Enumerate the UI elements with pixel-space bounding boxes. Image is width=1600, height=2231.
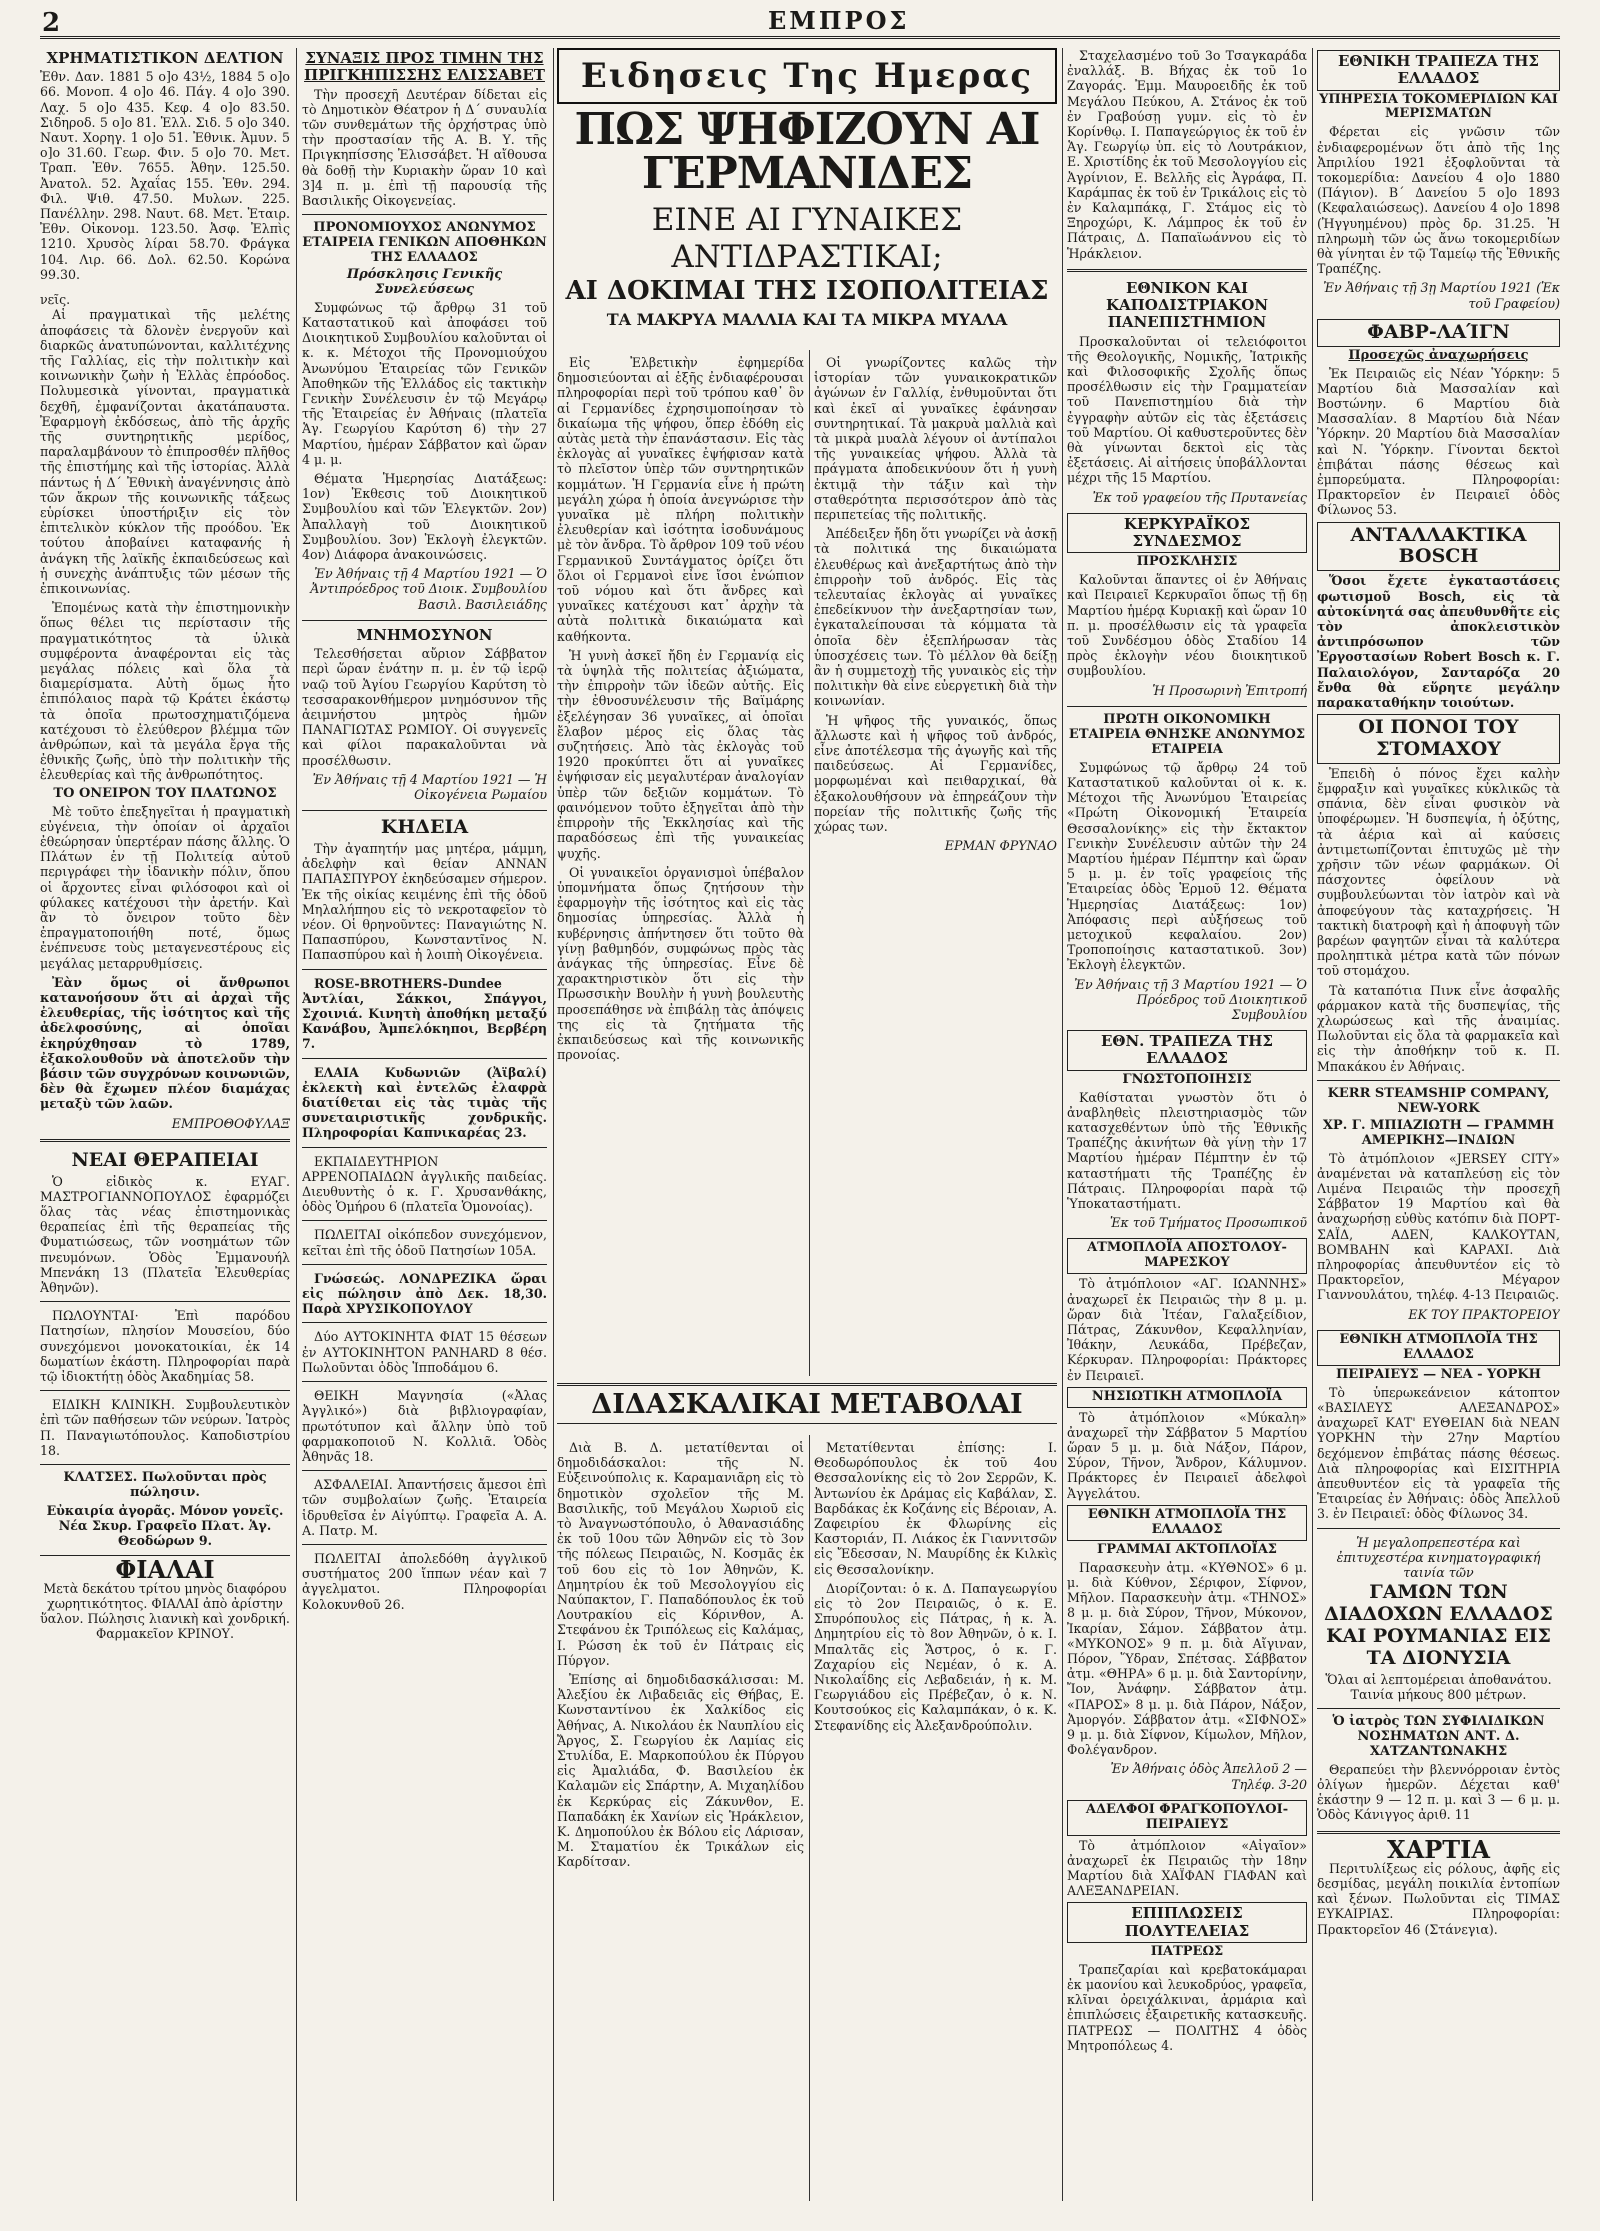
divider (302, 810, 547, 811)
ad-title: ΕΘΝΙΚΗ ΑΤΜΟΠΛΟΪΑ ΤΗΣ ΕΛΛΑΔΟΣ (1317, 1330, 1560, 1366)
ad-subtitle: ΠΑΤΡΕΩΣ (1150, 1943, 1224, 1959)
ad-title: ΧΑΡΤΙΑ (1387, 1834, 1490, 1864)
notice-title: ΠΡΩΤΗ ΟΙΚΟΝΟΜΙΚΗ ΕΤΑΙΡΕΙΑ ΘΝΗΣΚΕ ΑΝΩΝΥΜΟΣ ΕΤΑΙΡΕΙΑ (1068, 711, 1306, 757)
column-rule (553, 48, 554, 2201)
ad-title: ΝΕΑΙ ΘΕΡΑΠΕΙΑΙ (71, 1148, 259, 1171)
notice-subtitle: ΥΠΗΡΕΣΙΑ ΤΟΚΟΜΕΡΙΔΙΩΝ ΚΑΙ ΜΕΡΙΣΜΑΤΩΝ (1319, 91, 1558, 122)
ad-text: Ὁ εἰδικὸς κ. ΕΥΑΓ. ΜΑΣΤΡΟΓΙΑΝΝΟΠΟΥΛΟΣ ἐφαρμόζει ὅλας τὰς νέας ἐπιστημονικὰς θεραπείας ἐπὶ τῆς θεραπείας τῆς Φυματιώσεως, τῶν νοσημάτων τῶν πνευμόνων. Ὁδὸς Ἐμμανουήλ Μπενάκη 13 (Πλατεῖα Ἐλευθερίας Ἀθηνῶν). (40, 1173, 290, 1296)
divider (40, 1390, 290, 1391)
notice-title: ΕΘΝΙΚΗ ΤΡΑΠΕΖΑ ΤΗΣ ΕΛΛΑΔΟΣ (1317, 50, 1560, 91)
divider (302, 1220, 547, 1221)
ad-text: Δύο ΑΥΤΟΚΙΝΗΤΑ ΦΙΑΤ 15 θέσεων ἐν ΑΥΤΟΚΙΝΗΤΟΝ PANHARD 8 θέσ. Πωλοῦνται ὁδὸς Ἱπποδάμου 6. (302, 1329, 547, 1375)
divider (1317, 1528, 1560, 1529)
divider (1067, 269, 1307, 272)
article-paragraph: Μὲ τοῦτο ἐπεξηγεῖται ἡ πραγματικὴ εὐγένεια, τὴν ὁποίαν οἱ ἀρχαῖοι ἐθεώρησαν ὑπερτέραν πάσης ἄλλης. Ὁ Πλάτων ἐν τῇ Πολιτείᾳ αὐτοῦ περιγράφει τὴν ἰδανικὴν πόλιν, ὅπου οἱ ἄρχοντες εἶναι φιλόσοφοι καὶ οἱ φύλακες κατέχουσι τὴν ἀρετήν. Καὶ ἂν τὸ ὄνειρον τοῦτο δὲν ἐπραγματοποιήθη ποτέ, ὅμως ἐνέπνευσε τοὺς μεταγενεστέρους εἰς μεγάλας μεταρρυθμίσεις. (40, 803, 290, 971)
column-6 (1317, 48, 1560, 2201)
notice-text: Τὴν ἀγαπητήν μας μητέρα, μάμμη, ἀδελφὴν καὶ θείαν ΑΝΝΑΝ ΠΑΠΑΣΠΥΡΟΥ ἐκηδεύσαμεν σήμερον. Ἐκ τῆς οἰκίας κειμένης ἐπὶ τῆς ὁδοῦ Μηλαλήπηου εἰς τὸ νεκροταφεῖον τὸ νέον. Οἱ θρηνοῦντες: Παναγιώτης Ν. Παπασπύρου, Κωνσταντῖνος Ν. Παπασπύρου καὶ ἡ λοιπὴ Οἰκογένεια. (302, 841, 547, 963)
article-paragraph: Εἰς Ἐλβετικὴν ἐφημερίδα δημοσιεύονται αἱ ἑξῆς ἐνδιαφέρουσαι πληροφορίαι περὶ τοῦ τρόπου καθ᾽ ὃν αἱ Γερμανίδες ἐχρησιμοποίησαν τὸ δικαίωμα τῆς ψήφου, ὅπερ ἐδόθη εἰς αὐτὰς μετὰ τὴν ἐπανάστασιν. Εἰς τὰς ἐκλογὰς αἱ γυναῖκες ἐψήφισαν κατὰ τὸ πλεῖστον ὑπὲρ τῶν συντηρητικῶν κομμάτων. Ἡ Γερμανία εἶνε ἡ πρώτη μεγάλη χώρα ἡ ὁποία ἀνεγνώρισε τὴν γυναῖκα μὲ πλήρη πολιτικὴν ἐλευθερίαν καὶ ἰσότητα ἰσοδυνάμους μὲ τὸν ἄνδρα. Τὸ ἄρθρον 109 τοῦ νέου Γερμανικοῦ Συντάγματος ὁρίζει ὅτι ὅλοι οἱ Γερμανοὶ εἶνε ἴσοι ἐνώπιον τοῦ νόμου καὶ ὅτι ἄνδρες καὶ γυναῖκες κατέχουσι κατ᾽ ἀρχὴν τὰ αὐτὰ πολιτικὰ δικαιώματα καὶ καθήκοντα. (557, 355, 804, 644)
ad-signature: Ἐν Ἀθήναις ὁδὸς Ἀπελλοῦ 2 — Τηλέφ. 3-20 (1110, 1761, 1307, 1792)
ad-title: ΚΛΑΤΣΕΣ. Πωλοῦνται πρὸς πώλησιν. (63, 1470, 267, 1501)
notice-text: Καθίσταται γνωστὸν ὅτι ὁ ἀναβληθεὶς πλειστηριασμὸς τῶν κατασχεθέντων ὑπὸ τῆς Ἐθνικῆς Τραπέζης ἀκινήτων θὰ γίνῃ τὴν 17 Μαρτίου ἡμέραν Πέμπτην ἐν τῷ καταστήματι τῆς Τραπέζης ἐν Πάτραις. Πληροφορίαι παρὰ τῷ Ὑποκαταστήματι. (1067, 1089, 1307, 1212)
ad-subtitle: ΓΡΑΜΜΑΙ ΑΚΤΟΠΛΟΪΑΣ (1097, 1541, 1277, 1557)
ad-title: ΕΘΝΙΚΗ ΑΤΜΟΠΛΟΪΑ ΤΗΣ ΕΛΛΑΔΟΣ (1067, 1505, 1307, 1541)
column-rule (809, 1435, 810, 2201)
ad-text: ROSE-BROTHERS-Dundee Ἀντλίαι, Σάκκοι, Σπάγγοι, Σχοινιά. Κινητὴ ἀποθήκη μεταξύ Κανάβου, Ἀμπελόκηποι, Βερβέρη 7. (302, 975, 547, 1052)
ad-text: ΠΩΛΕΙΤΑΙ οἰκόπεδον συνεχόμενον, κεῖται ἐπὶ τῆς ὁδοῦ Πατησίων 105Α. (302, 1227, 547, 1258)
divider (302, 1058, 547, 1059)
text-fragment: νεῖς. (40, 292, 71, 308)
notice-text: Συμφώνως τῷ ἄρθρῳ 31 τοῦ Καταστατικοῦ καὶ ἀποφάσει τοῦ Διοικητικοῦ Συμβουλίου καλοῦνται οἱ κ. κ. Μέτοχοι τῆς Προνομιούχου Ἀνωνύμου Ἑταιρείας τῶν Γενικῶν Ἀποθηκῶν τῆς Ἑλλάδος εἰς τακτικὴν Γενικὴν Συνέλευσιν ἐν τῷ Μεγάρῳ τῆς Ἑταιρείας ἐν Ἀθήναις (πλατεῖα Ἁγ. Γεωργίου Καρύτση 6) τὴν 27 Μαρτίου, ἡμέραν Σάββατον καὶ ὥραν 4 μ. μ. (302, 299, 547, 467)
divider (1067, 706, 1307, 707)
divider (302, 1147, 547, 1148)
notice-subtitle: Πρόσκλησις Γενικῆς Συνελεύσεως (346, 266, 503, 297)
article-paragraph: Ἐπειδὴ ὁ πόνος ἔχει καλὴν ἔμφραξιν καὶ γυναῖκες κὐκλικῶς τὰ σπάνια, δὲν εἶναι φυσικὸν νὰ ὑποφέρωμεν. Ἡ δυσπεψία, ἡ ὀξύτης, τὰ ἀέρια καὶ αἱ καύσεις ἀντιμετωπίζονται ἐπιτυχῶς μὲ τὴν χρῆσιν τῶν νέων φαρμάκων. Οἱ πάσχοντες ὀφείλουν νὰ συμβουλεύωνται τὸν ἰατρὸν καὶ νὰ ἀποφεύγουν τὰς καταχρήσεις. Ἡ τακτικὴ διατροφὴ καὶ ἡ ἀποφυγὴ τῶν βαρέων φαγητῶν εἶναι τὰ καλύτερα προληπτικὰ μέτρα κατὰ τῶν πόνων τοῦ στομάχου. (1317, 765, 1560, 979)
divider (40, 1464, 290, 1465)
article-paragraph: Μετατίθενται ἐπίσης: Ι. Θεοδωρόπουλος ἐκ τοῦ 4ου Θεσσαλονίκης εἰς τὸ 2ον Σερρῶν, Κ. Ἀντωνίου ἐκ Δράμας εἰς Καβάλαν, Σ. Βαρδάκας ἐκ Κοζάνης εἰς Βέροιαν, Α. Ζαφειρίου ἐκ Φλωρίνης εἰς Καστοριάν, Π. Λιάκος ἐκ Γιαννιτσῶν εἰς Ἔδεσσαν, Ν. Μαυρίδης ἐκ Κιλκὶς εἰς Θεσσαλονίκην. (814, 1440, 1057, 1577)
column-rule (296, 48, 297, 2201)
article-paragraph: Οἱ γυναικεῖοι ὀργανισμοὶ ὑπέβαλον ὑπομνήματα ὅπως ζητήσουν τὴν ἐφαρμογὴν τῆς ἰσότητος καὶ εἰς τὰς δημοσίας ὑπηρεσίας. Ἀλλὰ ἡ κυβέρνησις ἀπήντησεν ὅτι τοῦτο θὰ γίνῃ βαθμηδόν, συμφώνως πρὸς τὰς ἀνάγκας τῆς ὑπηρεσίας. Εἶνε δὲ χαρακτηριστικὸν ὅτι εἰς τὴν Πρωσσικὴν Βουλὴν ἡ γυνὴ βουλευτὴς προσεπάθησε νὰ ἐπιβάλῃ τὰς ἀπόψεις της εἰς τὰ ζητήματα τῆς ἐκπαιδεύσεως καὶ τῆς κοινωνικῆς προνοίας. (557, 864, 804, 1063)
article-paragraph: Σταχελασμένο τοῦ 3ο Τσαγκαράδα ἐναλλάξ. Β. Βήχας ἐκ τοῦ 1ο Ζαγοράς. Ἐμμ. Μαυροειδῆς ἐκ τοῦ Μεγάλου Πεύκου, Α. Στάνος ἐκ τοῦ ἐν Γραβούσῃ γυμν. εἰς τὸ ἐν Κορίνθῳ. Ι. Παπαγεώργιος ἐκ τοῦ ἐν Ἁγ. Γεωργίῳ ὑπ. εἰς τὸ Λουτράκιον, Ε. Χριστίδης ἐκ τοῦ Μεσολογγίου εἰς Ἀγρίνιον, Ε. Βελλῆς εἰς Ἀγράφα, Π. Καράμπας ἐκ τοῦ ἐν Τρικάλοις εἰς τὸ ἐν Καλαμπάκᾳ, Γ. Στάμος εἰς τὸ Ξηροχώρι, Κ. Λάμπρος ἐκ τοῦ ἐν Πάτραις, Δ. Παπαϊωάννου εἰς τὸ Ἡράκλειον. (1067, 48, 1307, 261)
article-title: ΤΟ ΟΝΕΙΡΟΝ ΤΟΥ ΠΛΑΤΩΝΟΣ (53, 785, 277, 801)
ad-title: ΑΤΜΟΠΛΟΪΑ ΑΠΟΣΤΟΛΟΥ-ΜΑΡΕΣΚΟΥ (1067, 1238, 1307, 1274)
notice-title: ΚΕΡΚΥΡΑΪΚΟΣ ΣΥΝΔΕΣΜΟΣ (1067, 513, 1307, 554)
masthead: ΕΜΠΡΟΣ (768, 6, 910, 35)
ad-text: Τὸ ἀτμόπλοιον «Αἰγαῖον» ἀναχωρεῖ ἐκ Πειραιῶς τὴν 18ην Μαρτίου διὰ ΧΑΪΦΑΝ ΓΙΑΦΑΝ καὶ ΑΛΕΞΑΝΔΡΕΙΑΝ. (1067, 1837, 1307, 1899)
divider (1317, 1708, 1560, 1709)
section-banner: Ειδησεις Της Ημερας (557, 48, 1057, 104)
ad-title: KERR STEAMSHIP COMPANY, NEW-YORK (1327, 1085, 1550, 1116)
article-paragraph: Αἱ πραγματικαὶ τῆς μελέτης ἀποφάσεις τὰ δλονὲν ἐνεργοῦν καὶ διαρκῶς ἀνατυπώνονται, καλλιτέχνης τῆς Γαλλίας, εἰς τὴν πολιτικὴν καὶ κοινωνικὴν ζωὴν ἡ Ἑλλὰς ἐπρόοδος. Πολυμεσικὰ γίνονται, πραγματικὰ δεχθῆ, ἐμφανίζονται ἀκατάπαυστα. Ἐφαρμογὴ ἐκδόσεως, ἀπὸ τῆς ἀρχῆς τῆς συντηρητικῆς μερίδος, παραλαμβάνουν τὸ ἐπιπροσθέν πλῆθος τῆς ἐπιστήμης καὶ τῆς ἱστορίας. Ἀλλὰ πάντως ἡ Δ΄ Ἐθνικὴ ἀναγέννησις ἀπὸ τῶν ἄκρων τῆς κοινωνικῆς τάξεως εὑρίσκει ὑποστήριξιν εἰς τὸν ἐπιτελικὸν κύκλον τῆς προόδου. Ἐκ τούτου ἀποβαίνει καταφανής ἡ ἀνάγκη τῆς λαϊκῆς ἐκπαιδεύσεως καὶ ἡ συνεχὴς ἀνάπτυξις τῶν μέσων τῆς ἐπικοινωνίας. (40, 307, 290, 596)
divider (302, 969, 547, 970)
divider (302, 620, 547, 621)
notice-title: ΜΝΗΜΟΣΥΝΟΝ (356, 625, 493, 644)
divider (302, 1470, 547, 1471)
ad-text: Ἡ μεγαλοπρεπεστέρα καὶ ἐπιτυχεστέρα κινηματογραφική ταινία τῶν (1336, 1534, 1541, 1580)
article-paragraph: Διορίζονται: ὁ κ. Δ. Παπαγεωργίου εἰς τὸ 2ον Πειραιῶς, ὁ κ. Ε. Σπυρόπουλος εἰς Πάτρας, ἡ κ. Ἀ. Δημητρίου εἰς τὸ 8ον Ἀθηνῶν, ὁ κ. Ι. Μπαλτᾶς εἰς Ἄστρος, ὁ κ. Γ. Ζαχαρίου εἰς Νεμέαν, ὁ κ. Α. Νικολαΐδης εἰς Λεβαδειάν, ἡ κ. Μ. Γεωργιάδου εἰς Πρέβεζαν, ὁ κ. Ν. Κουτσούκος εἰς Καλαμπάκαν, ὁ κ. Κ. Στεφανίδης εἰς Ἀλεξανδρούπολιν. (814, 1580, 1057, 1733)
column-rule (1312, 48, 1313, 2201)
column-rule (809, 350, 810, 1376)
stock-bulletin-title: ΧΡΗΜΑΤΙΣΤΙΚΟΝ ΔΕΛΤΙΟΝ (46, 49, 284, 67)
divider (40, 1139, 290, 1142)
article-paragraph: Διὰ Β. Δ. μετατίθενται οἱ δημοδιδάσκαλοι: τῆς Ν. Εὐξεινούπολις κ. Καραμανιᾶρη εἰς τὸ δημοτικὸν σχολεῖον τῆς Μ. Βασιλικῆς, τοῦ Μεγάλου Χωριοῦ εἰς τὸ Ἀναγνωστόπουλο, ὁ Ἀθανασιάδης ἐκ τοῦ 10ου τῶν Ἀθηνῶν εἰς τὸ 3ον τῆς πόλεως Πειραιῶς, Ν. Κοσμᾶς ἐκ τοῦ 6ου εἰς τὸ 1ον Ἀθηνῶν, Κ. Δημητρίου ἐκ τοῦ Μεσολογγίου εἰς Ναύπακτον, Γ. Παπαδόπουλος ἐκ τοῦ Λουτρακίου εἰς Κόρινθον, Α. Στεφάνου ἐκ Τριπόλεως εἰς Καλάμας, Ι. Ρώσση ἐκ τοῦ ἐν Πάτραις εἰς Πύργον. (557, 1440, 804, 1668)
ad-subtitle: ΧΡ. Γ. ΜΠΙΑΖΙΩΤΗ — ΓΡΑΜΜΗ ΑΜΕΡΙΚΗΣ—ΙΝΔΙΩΝ (1322, 1117, 1555, 1148)
teacher-transfers-column-b (814, 1440, 1057, 2200)
author-signature: ΕΡΜΑΝ ΦΡΥΝΑΟ (944, 838, 1057, 854)
article-paragraph: Ἐπομένως κατὰ τὴν ἐπιστημονικὴν ὅπως θέλει τις περίστασιν τῆς πραγματικότητος τὰ ὑλικὰ συμφέροντα ἀναφέρονται εἰς τὰς μεγάλας πόλεις καὶ ὅλα τὰ διαμερίσματα. Αὐτὴ ὅμως ἦτο ἐπιπόλαιος παρὰ τῷ Κράτει ἐκάστῳ τὰ ὁποῖα πρωτοσχηματιζόμενα κατέχουσι τὸ ἐλεύθερον βλέμμα τῶν ἀνθρώπων, καὶ τὰ μεγάλα ἔργα τῆς ἐθνικῆς ζωῆς, ὑπὸ τὴν πολιτικὴν τῆς ἐλευθερίας καὶ τῆς ἀνθρωπότητος. (40, 600, 290, 783)
notice-subtitle: ΠΡΟΣΚΛΗΣΙΣ (1136, 554, 1238, 570)
notice-text: Συμφώνως τῷ ἄρθρῳ 24 τοῦ Καταστατικοῦ καλοῦνται οἱ κ. κ. Μέτοχοι τῆς Ἀνωνύμου Ἑταιρείας «Πρώτη Οἰκονομική Ἑταιρεία Θεσσαλονίκης» εἰς τὴν ἔκτακτον Γενικὴν Συνέλευσιν αὐτῶν τὴν 24 Μαρτίου ἡμέραν Πέμπτην καὶ ὥραν 5 μ. μ. ἐν τοῖς γραφείοις τῆς Ἑταιρείας ὁδὸς Ἑρμοῦ 12. Θέματα Ἡμερησίας Διατάξεως: 1ον) Ἀπόφασις περὶ αὐξήσεως τοῦ μετοχικοῦ κεφαλαίου. 2ον) Τροποποίησις καταστατικοῦ. 3ον) Ἐκλογὴ ἐλεγκτῶν. (1067, 759, 1307, 973)
ad-subtitle: ΠΕΙΡΑΙΕΥΣ — ΝΕΑ - ΥΟΡΚΗ (1336, 1366, 1541, 1382)
ad-text: ΕΙΔΙΚΗ ΚΛΙΝΙΚΗ. Συμβουλευτικὸν ἐπὶ τῶν παθήσεων τῶν νεύρων. Ἰατρὸς Π. Παναγιωτόπουλος. Καποδιστρίου 18. (40, 1397, 290, 1458)
teacher-transfers-column-a (557, 1440, 804, 2200)
divider (302, 1544, 547, 1545)
notice-text: Προσκαλοῦνται οἱ τελειόφοιτοι τῆς Θεολογικῆς, Νομικῆς, Ἰατρικῆς καὶ Φιλοσοφικῆς Σχολῆς ὅπως προσέλθωσιν εἰς τὴν Γραμματείαν τοῦ Πανεπιστημίου διὰ τὴν ἐγγραφὴν αὐτῶν εἰς τὰς ἐξετάσεις τοῦ Μαρτίου. Οἱ καθυστεροῦντες δὲν θὰ γίνωνται δεκτοὶ εἰς τὰς ἐξετάσεις. Αἱ αἰτήσεις ὑποβάλλονται μέχρι τῆς 15 Μαρτίου. (1067, 333, 1307, 486)
divider (1317, 1080, 1560, 1081)
ad-subtitle: Προσεχῶς ἀναχωρήσεις (1348, 347, 1529, 363)
ad-text: Παρασκευὴν ἀτμ. «ΚΥΘΝΟΣ» 6 μ. μ. διὰ Κύθνον, Σέριφον, Σίφνον, Μῆλον. Παρασκευὴν ἀτμ. «ΤΗΝΟΣ» 8 μ. μ. διὰ Σύρον, Τῆνον, Μύκονον, Ἰκαρίαν, Σάμον. Σάββατον ἀτμ. «ΜΥΚΟΝΟΣ» 9 π. μ. διὰ Αἴγιναν, Πόρον, Ὕδραν, Σπέτσας. Σάββατον ἀτμ. «ΘΗΡΑ» 6 μ. μ. διὰ Σαντορίνην, Ἴον, Ἀνάφην. Σάββατον ἀτμ. «ΠΑΡΟΣ» 8 μ. μ. διὰ Πάρον, Νάξον, Ἀμοργόν. Σάββατον ἀτμ. «ΣΙΦΝΟΣ» 9 μ. μ. διὰ Σίφνον, Κίμωλον, Μῆλον, Φολέγανδρον. (1067, 1559, 1307, 1758)
divider (40, 1301, 290, 1302)
ad-title: ΑΔΕΛΦΟΙ ΦΡΑΓΚΟΠΟΥΛΟΙ-ΠΕΙΡΑΙΕΥΣ (1067, 1800, 1307, 1836)
ad-signature: ΕΚ ΤΟΥ ΠΡΑΚΤΟΡΕΙΟΥ (1408, 1306, 1560, 1322)
section-title: ΔΙΔΑΣΚΑΛΙΚΑΙ ΜΕΤΑΒΟΛΑΙ (557, 1383, 1057, 1424)
notice-signature: Ἡ Προσωρινὴ Ἐπιτροπή (1152, 682, 1307, 698)
ad-text: ΘΕΙΚΗ Μαγνησία («Ἀλας Ἀγγλικό») διὰ βιβλιογραφίαν, πρωτότυπον καὶ ἄλλην ὑπὸ τοῦ φαρμακοποιοῦ Ν. Κολλιᾶ. Ὁδὸς Ἀθηνᾶς 18. (302, 1388, 547, 1464)
ad-text: Γνώσεώς. ΛΟΝΔΡΕΖΙΚΑ ὥραι εἰς πώλησιν ἀπὸ Δεκ. 18,30. Παρὰ ΧΡΥΣΙΚΟΠΟΥΛΟΥ (302, 1270, 547, 1317)
ad-text: Ὅσοι ἔχετε ἐγκαταστάσεις φωτισμοῦ Bosch, εἰς τὰ αὐτοκίνητά σας ἀπευθυνθῆτε εἰς τὸν ἀποκλειστικὸν ἀντιπρόσωπον τῶν Ἐργοστασίων Robert Bosch κ. Γ. Παλαιολόγον, Σανταρόζα 20 ἔνθα θὰ εὕρητε μεγάλην παρακαταθήκην τοιούτων. (1317, 573, 1560, 710)
divider (302, 1264, 547, 1265)
column-1 (40, 48, 290, 2201)
notice-signature: Ἐκ τοῦ Τμήματος Προσωπικοῦ (1109, 1215, 1307, 1231)
author-signature: ΕΜΠΡΟΘΟΦΥΛΑΞ (171, 1115, 290, 1131)
top-rule (40, 36, 1560, 39)
notice-signature: Ἐν Ἀθήναις τῇ 4 Μαρτίου 1921 — Ὁ Ἀντιπρόεδρος τοῦ Διοικ. Συμβουλίου Βασιλ. Βασιλειάδης (310, 566, 547, 612)
notice-title: ΕΘΝ. ΤΡΑΠΕΖΑ ΤΗΣ ΕΛΛΑΔΟΣ (1067, 1030, 1307, 1071)
article-paragraph: Οἱ γνωρίζοντες καλῶς τὴν ἱστορίαν τῶν γυναικοκρατικῶν ἀγώνων ἐν Γαλλίᾳ, ἐνθυμοῦνται ὅτι καὶ ἐκεῖ αἱ γυναῖκες ἐφάνησαν συντηρητικαί. Τὰ μακρυὰ μαλλιὰ καὶ τὰ μικρὰ μυαλὰ λέγουν οἱ ἀντίπαλοι τῆς γυναικείας ψήφου. Ἀλλὰ τὰ πράγματα ἀποδεικνύουν ὅτι ἡ γυνὴ ἐκτιμᾷ τὴν τάξιν καὶ τὴν σταθερότητα περισσότερον ἀπὸ τὰς περιπετείας τῆς πολιτικῆς. (814, 355, 1057, 523)
column-2 (302, 48, 547, 2201)
notice-signature: Ἐν Ἀθήναις τῇ 4 Μαρτίου 1921 — Ἡ Οἰκογένεια Ρωμαίου (312, 771, 547, 802)
subheadline: ΕΙΝΕ ΑΙ ΓΥΝΑΙΚΕΣ ΑΝΤΙΔΡΑΣΤΙΚΑΙ; (651, 202, 963, 276)
ad-text: Τὸ ὑπερωκεάνειον κάτοπτον «ΒΑΣΙΛΕΥΣ ΑΛΕΞΑΝΔΡΟΣ» ἀναχωρεῖ ΚΑΤ' ΕΥΘΕΙΑΝ διὰ ΝΕΑΝ ΥΟΡΚΗΝ τὴν 27ην Μαρτίου δεχόμενον ἐπιβάτας πάσης θέσεως. Διὰ πληροφορίας καὶ ΕΙΣΙΤΗΡΙΑ ἀπευθυντέον εἰς τὰ γραφεῖα τῆς Ἑταιρείας ἐν Ἀθήναις: ὁδὸς Ἀπελλοῦ 3. ἐν Πειραιεῖ: ὁδὸς Φίλωνος 34. (1317, 1384, 1560, 1522)
subheadline: ΤΑ ΜΑΚΡΥΑ ΜΑΛΛΙΑ ΚΑΙ ΤΑ ΜΙΚΡΑ ΜΥΑΛΑ (606, 310, 1008, 330)
notice-signature: Ἐν Ἀθήναις τῇ 3ῃ Μαρτίου 1921 (Ἐκ τοῦ Γραφείου) (1323, 280, 1560, 311)
article-title: ΟΙ ΠΟΝΟΙ ΤΟΥ ΣΤΟΜΑΧΟΥ (1317, 714, 1560, 764)
notice-title: ΕΘΝΙΚΟΝ ΚΑΙ ΚΑΠΟΔΙΣΤΡΙΑΚΟΝ ΠΑΝΕΠΙΣΤΗΜΙΟΝ (1105, 278, 1269, 332)
notice-text: Τελεσθήσεται αὔριον Σάββατον περὶ ὥραν ἐνάτην π. μ. ἐν τῷ ἱερῷ ναῷ τοῦ Ἁγίου Γεωργίου Καρύτση τὸ τεσσαρακονθήμερον μνημόσυνον τῆς ἀειμνήστου μητρὸς ἡμῶν ΠΑΝΑΓΙΩΤΑΣ ΡΩΜΙΟΥ. Οἱ συγγενεῖς καὶ φίλοι παρακαλοῦνται νὰ προσέλθωσιν. (302, 646, 547, 768)
ad-text: Τὸ ἀτμόπλοιον «JERSEY CITY» ἀναμένεται νὰ καταπλεύσῃ εἰς τὸν Λιμένα Πειραιῶς τὴν προσεχῆ Σάββατον 19 Μαρτίου καὶ θὰ ἀναχωρήσῃ εὐθὺς κατόπιν διὰ ΠΟΡΤ-ΣΑΪΔ, ΑΔΕΝ, ΚΑΛΚΟΥΤΑΝ, ΒΟΜΒΑΗΝ καὶ ΚΑΡΑΧΙ. Διὰ πληροφορίας ἀπευθυντέον εἰς τὸ Πρακτορεῖον, Μέγαρον Γιαννουλάτου, τηλέφ. 4-13 Πειραιῶς. (1317, 1150, 1560, 1303)
page-number: 2 (42, 8, 61, 38)
article-paragraph: Ἐπίσης αἱ δημοδιδασκάλισσαι: Μ. Ἀλεξίου ἐκ Λιβαδειᾶς εἰς Θήβας, Ε. Κωνσταντίνου ἐκ Χαλκίδος εἰς Ἀθήνας, Α. Νικολάου ἐκ Ναυπλίου εἰς Ἄργος, Σ. Γεωργίου ἐκ Λαμίας εἰς Στυλίδα, Ε. Μαρκοπούλου ἐκ Πύργου εἰς Ἀμαλιάδα, Φ. Βασιλείου ἐκ Καλαμῶν εἰς Σπάρτην, Α. Μιχαηλίδου ἐκ Κερκύρας εἰς Ζάκυνθον, Ε. Παπαδάκη ἐκ Χανίων εἰς Ἡράκλειον, Κ. Δημοπούλου ἐκ Βόλου εἰς Λάρισαν, Μ. Σταματίου ἐκ Τρικάλων εἰς Καρδίτσαν. (557, 1672, 804, 1870)
ad-text: ΠΩΛΟΥΝΤΑΙ· Ἐπὶ παρόδου Πατησίων, πλησίον Μουσείου, δύο συνεχόμενοι μονοκατοικίαι, ἐκ 14 δωματίων ἑκάστη. Πληροφορίαι παρὰ τῷ ἰδιοκτήτῃ ὁδὸς Ἀκαδημίας 58. (40, 1308, 290, 1385)
divider (1317, 1831, 1560, 1834)
ad-title: ΕΠΙΠΛΩΣΕΙΣ ΠΟΛΥΤΕΛΕΙΑΣ (1067, 1902, 1307, 1943)
lead-story-column-b (814, 355, 1057, 1375)
ad-text: ΕΚΠΑΙΔΕΥΤΗΡΙΟΝ ΑΡΡΕΝΟΠΑΙΔΩΝ ἀγγλικῆς παιδείας. Διευθυντὴς ὁ κ. Γ. Χρυσανθάκης, ὁδὸς Ὁμήρου 6 (πλατεῖα Ὁμονοίας). (302, 1153, 547, 1215)
ad-text: Τὸ ἀτμόπλοιον «ΑΓ. ΙΩΑΝΝΗΣ» ἀναχωρεῖ ἐκ Πειραιῶς τὴν 8 μ. μ. ὥραν διὰ Ἰτέαν, Γαλαξείδιον, Πάτρας, Ζάκυνθον, Κεφαλληνίαν, Ἰθάκην, Λευκάδα, Πρέβεζαν, Κέρκυραν. Πληροφορίαι: Πράκτορες ἐν Πειραιεῖ. (1067, 1276, 1307, 1383)
divider (302, 214, 547, 215)
notice-title: ΚΗΔΕΙΑ (380, 816, 469, 839)
article-paragraph: Τὰ καταπότια Πινκ εἶνε ἀσφαλῆς φάρμακον κατὰ τῆς δυσπεψίας, τῆς χλωρώσεως καὶ τῆς ἀναιμίας. Πωλοῦνται εἰς ὅλα τὰ φαρμακεῖα καὶ εἰς τὴν ἀποθήκην τοῦ κ. Π. Μπακάκου ἐν Ἀθήναις. (1317, 982, 1560, 1074)
ad-text: Τὸ ἀτμόπλοιον «Μύκαλη» ἀναχωρεῖ τὴν Σάββατον 5 Μαρτίου ὥραν 5 μ. μ. διὰ Νάξον, Πάρον, Σύρον, Τῆνον, Ἄνδρον, Κάλυμνον. Πράκτορες ἐν Πειραιεῖ ἀδελφοὶ Ἀγγελάτου. (1067, 1409, 1307, 1501)
notice-signature: Ἐκ τοῦ γραφείου τῆς Πρυτανείας (1092, 489, 1307, 505)
ad-title: ΦΑΒΡ-ΛΑΊΓΝ (1317, 319, 1560, 347)
ad-text: ΕΛΑΙΑ Κυδωνιῶν (Ἀϊβαλί) ἐκλεκτὴ καὶ ἐντελῶς ἐλαφρὰ διατίθεται εἰς τὰς τιμὰς τῆς συνεταιριστικῆς χονδρικῆς. Πληροφορίαι Καπνικαρέας 23. (302, 1064, 547, 1141)
article-paragraph: Ἐὰν ὅμως οἱ ἄνθρωποι κατανοήσουν ὅτι αἱ ἀρχαὶ τῆς ἐλευθερίας, τῆς ἰσότητος καὶ τῆς ἀδελφοσύνης, αἱ ὁποῖαι ἐκηρύχθησαν τὸ 1789, ἐξακολουθοῦν νὰ ἀποτελοῦν τὴν βάσιν τῶν συγχρόνων κοινωνιῶν, δὲν θὰ ἔχωμεν πλέον διαμάχας μεταξὺ τῶν λαῶν. (40, 974, 290, 1112)
column-5 (1067, 48, 1307, 2201)
article-paragraph: Τὴν προσεχῆ Δευτέραν δίδεται εἰς τὸ Δημοτικὸν Θέατρον ἡ Δ΄ συναυλία τῶν συνθεμάτων τῆς ὀρχήστρας ὑπὸ τὴν προστασίαν τῆς Α. Β. Υ. τῆς Πριγκηπίσσης Ἐλισσάβετ. Ἡ αἴθουσα θὰ δοθῇ τὴν Κυριακὴν ὥραν 10 καὶ 3]4 π. μ. ἐπὶ τῇ παρουσίᾳ τῆς Βασιλικῆς Οἰκογενείας. (302, 86, 547, 208)
notice-text: Φέρεται εἰς γνῶσιν τῶν ἐνδιαφερομένων ὅτι ἀπὸ τῆς 1ης Ἀπριλίου 1921 ἐξοφλοῦνται τὰ τοκομερίδια: Δανείου 4 ο]ο 1880 (Πάγιον). Β΄ Δανείου 5 ο]ο 1893 (Κεφαλαιώσεως). Δανείου 4 ο]ο 1898 (Ἠγγυημένου) πρὸς δρ. 31.25. Ἡ πληρωμὴ τῶν ὡς ἄνω τοκομεριδίων θὰ γίνηται ἐν τῷ Ταμείῳ τῆς Ἐθνικῆς Τραπέζης. (1317, 124, 1560, 277)
notice-text: Θέματα Ἡμερησίας Διατάξεως: 1ον) Ἐκθεσις τοῦ Διοικητικοῦ Συμβουλίου καὶ τῶν Ἐλεγκτῶν. 2ον) Ἀπαλλαγὴ τοῦ Διοικητικοῦ Συμβουλίου. 3ον) Ἐκλογὴ ἐλεγκτῶν. 4ον) Διάφορα ἀνακοινώσεις. (302, 471, 547, 563)
ad-text: ΠΩΛΕΙΤΑΙ ἀπολεδόθη ἀγγλικοῦ συστήματος 200 ἴππων νέαν καὶ 7 ἀγγελματοι. Πληροφορίαι Κολοκυνθοῦ 26. (302, 1550, 547, 1612)
ad-text: Περιτυλίξεως εἰς ρόλους, ἀφῆς εἰς δεσμίδας, μεγάλη ποικιλία ἐντοπίων καὶ ξένων. Πωλοῦνται εἰς ΤΙΜΑΣ ΕΥΚΑΙΡΙΑΣ. Πληροφορίαι: Πρακτορεῖον 46 (Στάνεγια). (1317, 1860, 1560, 1937)
subheadline: ΑΙ ΔΟΚΙΜΑΙ ΤΗΣ ΙΣΟΠΟΛΙΤΕΙΑΣ (565, 276, 1049, 307)
headline: ΠΩΣ ΨΗΦΙΖΟΥΝ ΑΙ ΓΕΡΜΑΝΙΔΕΣ (574, 104, 1040, 199)
ad-text: Ἐκ Πειραιῶς εἰς Νέαν Ὑόρκην: 5 Μαρτίου διὰ Μασσαλίαν καὶ Βοστώνην. 6 Μαρτίου διὰ Μασσαλίαν. 8 Μαρτίου διὰ Νέαν Ὑόρκην. 20 Μαρτίου διὰ Μασσαλίαν καὶ Ν. Ὑόρκην. Γίνονται δεκτοὶ ἐπιβάται πάσης θέσεως καὶ ἐμπορεύματα. Πληροφορίαι: Πρακτορεῖον ἐν Πειραιεῖ ὁδὸς Φίλωνος 53. (1317, 365, 1560, 518)
notice-signature: Ἐν Ἀθήναις τῇ 3 Μαρτίου 1921 — Ὁ Πρόεδρος τοῦ Διοικητικοῦ Συμβουλίου (1074, 976, 1307, 1022)
notice-text: Καλοῦνται ἅπαντες οἱ ἐν Ἀθήναις καὶ Πειραιεῖ Κερκυραῖοι ὅπως τῇ 6ῃ Μαρτίου ἡμέρᾳ Κυριακῇ καὶ ὥραν 10 π. μ. προσέλθωσιν εἰς τὰ γραφεῖα τοῦ Συνδέσμου ὁδὸς Σταδίου 14 πρὸς ἐκλογὴν νέου διοικητικοῦ συμβουλίου. (1067, 572, 1307, 679)
ad-title: ΑΝΤΑΛΛΑΚΤΙΚΑ BOSCH (1317, 522, 1560, 572)
article-paragraph: Ἀπέδειξεν ἤδη ὅτι γνωρίζει νὰ ἀσκῇ τὰ πολιτικά της δικαιώματα ἐλευθέρως καὶ ἀνεξαρτήτως ἀπὸ τὴν ἐπιρροὴν τοῦ ἀνδρός. Εἰς τὰς τελευταίας ἐκλογὰς αἱ γυναῖκες ἐπεδείκνυον τὴν ἀνεξαρτησίαν των, ἐγκαταλείπουσαι τὰ κόμματα τὰ ὁποῖα δὲν ἐξεπλήρωσαν τὰς ὑποσχέσεις των. Τὸ μέλλον θὰ δείξῃ ἂν ἡ συμμετοχὴ τῆς γυναικὸς εἰς τὴν πολιτικὴν θὰ εἶνε εὐεργετικὴ διὰ τὴν κοινωνίαν. (814, 526, 1057, 709)
lead-story-headlines (557, 48, 1057, 333)
lead-story-column-a (557, 355, 804, 1375)
column-rule (1062, 48, 1063, 2201)
divider (302, 1322, 547, 1323)
ad-title: ΦΙΑΛΑΙ (115, 1554, 215, 1584)
ad-text: Μετὰ δεκάτου τρίτου μηνὸς διαφόρου χωρητικότητος. ΦΙΑΛΑΙ ἀπὸ ἀρίστην ὕαλον. Πώλησις λιανικὴ καὶ χονδρική. Φαρμακεῖον ΚΡΙΝΟΥ. (40, 1580, 290, 1642)
ad-text: Τραπεζαρίαι καὶ κρεβατοκάμαραι ἐκ μαονίου καὶ λευκοδρύος, γραφεῖα, κλῖναι ὀρειχάλκιναι, ἀρμάρια καὶ ἐπιπλώσεις ἐξαιρετικῆς κατασκευῆς. ΠΑΤΡΕΩΣ — ΠΟΛΙΤΗΣ 4 ὁδὸς Μητροπόλεως 4. (1067, 1961, 1307, 2053)
stock-bulletin: Ἐθν. Δαν. 1881 5 ο]ο 43½, 1884 5 ο]ο 66. Μονοπ. 4 ο]ο 46. Πάγ. 4 ο]ο 390. Λαχ. 5 ο]ο 435. Κεφ. 4 ο]ο 83.50. Σιδηροδ. 5 ο]ο 81. Ἑλλ. Σιδ. 5 ο]ο 340. Ναυτ. Χορηγ. 1 ο]ο 51. Ἐθνικ. Ἀμυν. 5 ο]ο 31.60. Γεωρ. Φιν. 5 ο]ο 70. Μετ. Τραπ. Ἐθν. 7655. Ἀθην. 125.50. Ἀνατολ. 52. Ἀχαΐας 155. Ἐθν. 294. Φιλ. Ψιθ. 47.50. Μυλων. 225. Πανέλλην. 298. Ναυτ. 68. Μετ. Ἑταιρ. Ἐθν. Οἰκονομ. 123.50. Ἀσφ. Ἐλπὶς 1210. Χρυσὸς λίραι 58.70. Φράγκα 104. Λιρ. 66. Δολ. 62.50. Κορώνα 99.30. (40, 69, 290, 282)
ad-title: ΓΑΜΩΝ ΤΩΝ ΔΙΑΔΟΧΩΝ ΕΛΛΑΔΟΣ ΚΑΙ ΡΟΥΜΑΝΙΑΣ ΕΙΣ ΤΑ ΔΙΟΝΥΣΙΑ (1324, 1581, 1553, 1669)
article-title: ΣΥΝΑΞΙΣ ΠΡΟΣ ΤΙΜΗΝ ΤΗΣ ΠΡΙΓΚΗΠΙΣΣΗΣ ΕΛΙΣΣΑΒΕΤ (304, 49, 545, 85)
ad-title: ΝΗΣΙΩΤΙΚΗ ΑΤΜΟΠΛΟΪΑ (1067, 1387, 1307, 1408)
article-paragraph: Ἡ γυνὴ ἀσκεῖ ἤδη ἐν Γερμανίᾳ εἰς τὰ ὑψηλὰ τῆς πολιτείας ἀξιώματα, τὴν ἐπιρροὴν τῶν ἰδεῶν αὐτῆς. Εἰς τὴν ἐθνοσυνέλευσιν τῆς Βαϊμάρης ἐξελέγησαν 36 γυναῖκες, αἱ ὁποῖαι ἔλαβον μέρος εἰς ὅλας τὰς συζητήσεις. Ἀπὸ τὰς ἐκλογὰς τοῦ 1920 προκύπτει ὅτι αἱ γυναῖκες ἐψήφισαν εἰς μεγαλυτέραν ἀναλογίαν ὑπὲρ τῶν δεξιῶν κομμάτων. Τὸ φαινόμενον τοῦτο ἐξηγεῖται ἀπὸ τὴν ἐπιρροὴν τῆς Ἐκκλησίας καὶ τῆς παραδόσεως ἐπὶ τῆς γυναικείας ψυχῆς. (557, 647, 804, 861)
ad-text: Θεραπεύει τὴν βλεννόρροιαν ἐντὸς ὀλίγων ἡμερῶν. Δέχεται καθ' ἑκάστην 9 — 12 π. μ. καὶ 3 — 6 μ. μ. Ὁδὸς Κάνιγγος ἀριθ. 11 (1317, 1761, 1560, 1823)
ad-text: ΑΣΦΑΛΕΙΑΙ. Ἀπαντήσεις ἄμεσοι ἐπὶ τῶν συμβολαίων ζωῆς. Ἐταιρεία ἱδρυθεῖσα ἐν Αἰγύπτῳ. Γραφεῖα Α. Α. Α. Πατρ. Μ. (302, 1477, 547, 1538)
notice-subtitle: ΓΝΩΣΤΟΠΟΙΗΣΙΣ (1122, 1071, 1252, 1087)
article-paragraph: Ἡ ψῆφος τῆς γυναικός, ὅπως ἄλλωστε καὶ ἡ ψῆφος τοῦ ἀνδρός, εἶνε ἀποτέλεσμα τῆς ἀγωγῆς καὶ τῆς παιδεύσεως. Αἱ Γερμανίδες, μορφωμέναι καὶ πειθαρχικαί, θὰ ἐξακολουθήσουν νὰ ἐπηρεάζουν τὴν πορείαν τῆς πολιτικῆς ζωῆς τῆς χώρας των. (814, 712, 1057, 835)
ad-text: Ὅλαι αἱ λεπτομέρειαι ἀποθανάτου. Ταινία μήκους 800 μέτρων. (1325, 1671, 1552, 1702)
divider (302, 1381, 547, 1382)
ad-title: Ὁ ἰατρὸς ΤΩΝ ΣΥΦΙΛΙΔΙΚΩΝ ΝΟΣΗΜΑΤΩΝ ΑΝΤ. Δ. ΧΑΤΖΑΝΤΩΝΑΚΗΣ (1332, 1713, 1545, 1759)
ad-text: Εὐκαιρία ἀγορᾶς. Μόνον γονεῖς. Νέα Σκυρ. Γραφεῖο Πλατ. Ἁγ. Θεοδώρων 9. (46, 1502, 284, 1549)
notice-title: ΠΡΟΝΟΜΙΟΥΧΟΣ ΑΝΩΝΥΜΟΣ ΕΤΑΙΡΕΙΑ ΓΕΝΙΚΩΝ ΑΠΟΘΗΚΩΝ ΤΗΣ ΕΛΛΑΔΟΣ (302, 220, 547, 265)
teacher-transfers-header (557, 1383, 1057, 1424)
